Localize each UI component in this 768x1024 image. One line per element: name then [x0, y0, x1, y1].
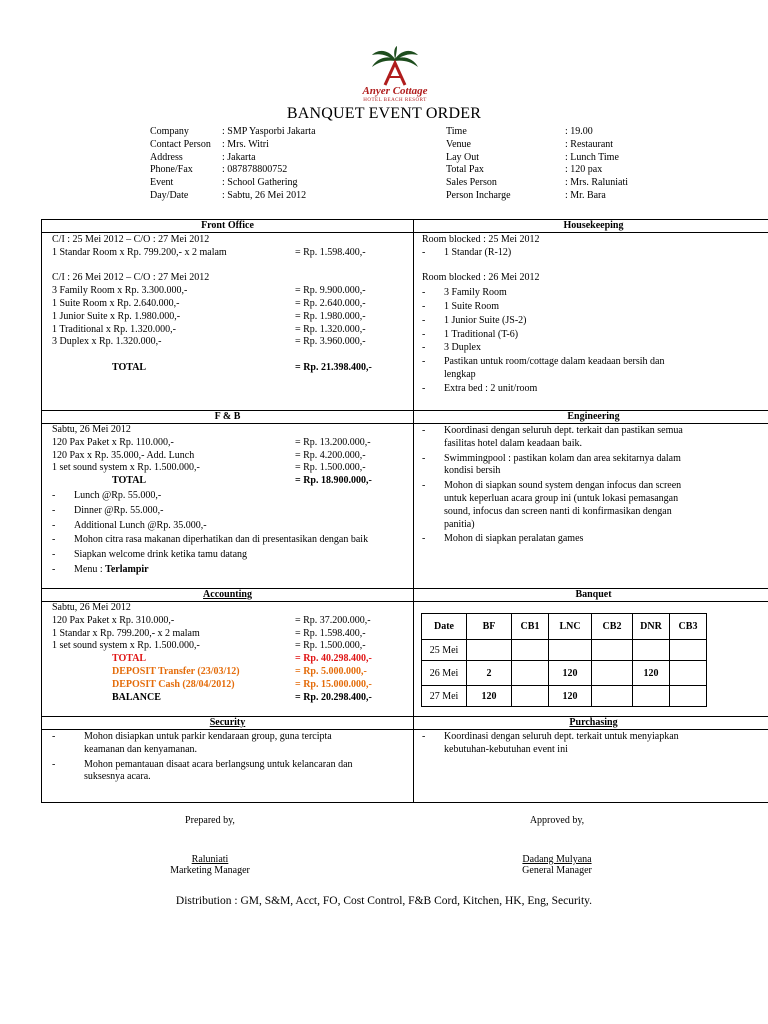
fnb-title: F & B: [214, 411, 241, 422]
event-info-left: Company : SMP Yasporbi Jakarta Contact Person : Mrs. Witri Address : Jakarta Phone/Fax : 087878800752 Event : School Gathering Day/Date : Sabtu, 26 Mei 2012: [150, 126, 316, 201]
approved-by-label: Approved by,: [529, 815, 585, 826]
housekeeping-title: Housekeeping: [563, 220, 624, 231]
engineering-content: - Koordinasi dengan seluruh dept. terkait dan pastikan semua fasilitas hotel dalam keadaan baik. - Swimmingpool : pastikan kolam dan area sekitarnya dalam kondisi bersih - Mohon di siapkan sound system dengan infocus dan screen untuk keperluan acara group ini (untuk lokasi pemasangan sound, infocus dan screen nanti di konfirmasikan dengan panitia) - Mohon di siapkan peralatan games: [422, 425, 683, 545]
front-office-content: C/I : 25 Mei 2012 – C/O : 27 Mei 2012 1 Standar Room x Rp. 799.200,- x 2 malam = Rp. 1.598.400,- C/I : 26 Mei 2012 – C/O : 27 Mei 2012 3 Family Room x Rp. 3.300.000,- = Rp. 9.900.000,- 1 Suite Room x Rp. 2.640.000,- = Rp. 2.640.000,- 1 Junior Suite x Rp. 1.980.000,- = Rp. 1.980.000,- 1 Traditional x Rp. 1.320.000,- = Rp. 1.320.000,- 3 Duplex x Rp. 1.320.000,- = Rp. 3.960.000,- TOTAL = Rp. 21.398.400,-: [52, 234, 372, 373]
purchasing-title: Purchasing: [569, 717, 618, 728]
table-row: 27 Mei 120 120: [422, 686, 707, 707]
housekeeping-content: Room blocked : 25 Mei 2012 - 1 Standar (R-12) Room blocked : 26 Mei 2012 - 3 Family Room - 1 Suite Room - 1 Junior Suite (JS-2) - 1 Traditional (T-6) - 3 Duplex - Pastikan untuk room/cottage dalam keadaan bersih dan lengkap - Extra bed : 2 unit/room: [422, 234, 665, 394]
hotel-subtitle: HOTEL BEACH RESORT: [363, 98, 427, 103]
order-grid: [41, 219, 768, 803]
banquet-title: Banquet: [575, 589, 612, 600]
engineering-title: Engineering: [567, 411, 620, 422]
hotel-name: Anyer Cottage: [362, 85, 428, 97]
table-row: 26 Mei 2 120 120: [422, 661, 707, 686]
prepared-by-signatory: Raluniati Marketing Manager: [170, 854, 250, 876]
banquet-table: Date BF CB1 LNC CB2 DNR CB3 25 Mei 26 Mei 2 120 120 27 Mei 120 120: [421, 613, 707, 707]
palm-tree-icon: [360, 45, 430, 87]
table-row: 25 Mei: [422, 640, 707, 661]
accounting-title: Accounting: [203, 589, 252, 600]
security-content: - Mohon disiapkan untuk parkir kendaraan group, guna tercipta keamanan dan kenyamanan. - Mohon pemantauan disaat acara berlangsung untuk kelancaran dan suksesnya acara.: [52, 731, 353, 783]
prepared-by-label: Prepared by,: [185, 815, 235, 826]
hotel-logo: [360, 45, 430, 107]
purchasing-content: - Koordinasi dengan seluruh dept. terkait untuk menyiapkan kebutuhan-kebutuhan event ini: [422, 731, 679, 755]
document-title: BANQUET EVENT ORDER: [286, 105, 482, 122]
security-title: Security: [209, 717, 246, 728]
distribution-list: Distribution : GM, S&M, Acct, FO, Cost Control, F&B Cord, Kitchen, HK, Eng, Security.: [175, 895, 593, 907]
accounting-content: Sabtu, 26 Mei 2012 120 Pax Paket x Rp. 310.000,- = Rp. 37.200.000,- 1 Standar x Rp. 799.200,- x 2 malam = Rp. 1.598.400,- 1 set sound system x Rp. 1.500.000,- = Rp. 1.500.000,- TOTAL = Rp. 40.298.400,- DEPOSIT Transfer (23/03/12) = Rp. 5.000.000,- DEPOSIT Cash (28/04/2012) = Rp. 15.000.000,- BALANCE = Rp. 20.298.400,-: [52, 602, 372, 703]
front-office-title: Front Office: [201, 220, 254, 231]
approved-by-signatory: Dadang Mulyana General Manager: [522, 854, 592, 876]
event-info-right: Time : 19.00 Venue : Restaurant Lay Out : Lunch Time Total Pax : 120 pax Sales Person : Mrs. Raluniati Person Incharge : Mr. Bara: [446, 126, 629, 201]
fnb-content: Sabtu, 26 Mei 2012 120 Pax Paket x Rp. 110.000,- = Rp. 13.200.000,- 120 Pax x Rp. 35.000,- Add. Lunch = Rp. 4.200.000,- 1 set sound system x Rp. 1.500.000,- = Rp. 1.500.000,- TOTAL = Rp. 18.900.000,- - Lunch @Rp. 55.000,- - Dinner @Rp. 55.000,- - Additional Lunch @Rp. 35.000,- - Mohon citra rasa makanan diperhatikan dan di presentasikan dengan baik - Siapkan welcome drink ketika tamu datang - Menu : Terlampir: [52, 424, 372, 575]
